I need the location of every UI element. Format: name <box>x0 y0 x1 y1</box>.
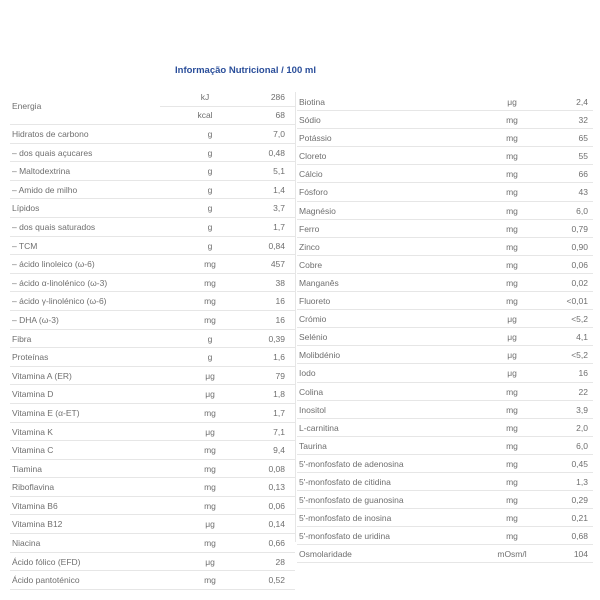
nutrient-unit: mg <box>204 482 216 493</box>
nutrient-unit: mOsm/l <box>497 549 527 560</box>
nutrient-name: 5'-monfosfato de guanosina <box>299 495 404 506</box>
nutrient-unit: g <box>207 184 213 195</box>
nutrient-unit: μg <box>507 314 517 325</box>
nutrient-name: 5'-monfosfato de inosina <box>299 513 392 524</box>
nutrient-value: 65 <box>578 133 588 144</box>
nutrient-unit: mg <box>506 133 518 144</box>
nutrient-name: – DHA (ω-3) <box>12 314 59 325</box>
nutrient-value: 6,0 <box>576 440 588 451</box>
nutrient-name: – dos quais saturados <box>12 221 96 232</box>
table-row <box>297 455 593 473</box>
nutrient-name: Riboflavina <box>12 482 55 493</box>
nutrient-unit: mg <box>204 296 216 307</box>
nutrient-unit: mg <box>506 169 518 180</box>
nutrient-value: 0,48 <box>268 147 285 158</box>
table-row <box>297 527 593 545</box>
nutrient-unit: mg <box>506 386 518 397</box>
table-row <box>297 401 593 419</box>
nutrition-table-left <box>10 88 295 590</box>
table-row <box>10 497 295 516</box>
nutrient-name: Vitamina D <box>12 389 54 400</box>
nutrient-value: 0,90 <box>571 241 588 252</box>
nutrient-value: 1,6 <box>273 352 285 363</box>
nutrient-value: 3,9 <box>576 404 588 415</box>
nutrient-name: Proteínas <box>12 352 49 363</box>
nutrient-name: Niacina <box>12 538 41 549</box>
nutrient-name: Ferro <box>299 223 320 234</box>
nutrient-unit: mg <box>506 404 518 415</box>
nutrient-value: 16 <box>578 368 588 379</box>
nutrient-unit: mg <box>506 151 518 162</box>
nutrient-value: 7,1 <box>273 426 285 437</box>
nutrient-value: 1,7 <box>273 407 285 418</box>
nutrient-name: Hidratos de carbono <box>12 129 89 139</box>
nutrient-unit: mg <box>506 422 518 433</box>
nutrient-name: Inositol <box>299 404 326 415</box>
nutrient-unit: g <box>207 221 213 232</box>
nutrient-name: – ácido γ-linolénico (ω-6) <box>12 296 107 307</box>
nutrient-name: Fibra <box>12 333 32 344</box>
table-row <box>10 515 295 534</box>
nutrient-name: Cobre <box>299 259 323 270</box>
nutrient-value: 16 <box>275 296 285 307</box>
table-row <box>297 292 593 310</box>
nutrient-value: 9,4 <box>273 445 285 456</box>
nutrient-name: Potássio <box>299 133 332 144</box>
nutrient-name: Tiamina <box>12 463 42 474</box>
table-title: Informação Nutricional / 100 ml <box>175 65 316 76</box>
table-row <box>10 162 295 181</box>
nutrient-value: 0,06 <box>571 259 588 270</box>
nutrient-name: Manganês <box>299 277 339 288</box>
nutrient-value: 1,7 <box>273 221 285 232</box>
table-row <box>297 129 593 147</box>
nutrient-value: 0,29 <box>571 495 588 506</box>
table-row <box>297 509 593 527</box>
nutrient-name: Vitamina B12 <box>12 519 63 530</box>
nutrient-value: 1,3 <box>576 476 588 487</box>
nutrient-name: Vitamina C <box>12 445 54 456</box>
nutrient-name: – Maltodextrina <box>12 166 71 177</box>
nutrient-unit: g <box>207 352 213 363</box>
table-row <box>297 346 593 364</box>
table-row <box>297 364 593 382</box>
nutrient-name: – Amido de milho <box>12 184 78 195</box>
nutrient-unit: μg <box>507 350 517 361</box>
nutrient-value: 43 <box>578 187 588 198</box>
nutrient-unit: mg <box>204 445 216 456</box>
table-row <box>297 328 593 346</box>
nutrient-unit: g <box>207 333 213 344</box>
nutrient-unit: μg <box>205 389 215 400</box>
nutrient-name: Selénio <box>299 332 328 343</box>
nutrient-name: Molibdénio <box>299 350 341 361</box>
nutrient-value: 1,4 <box>273 184 285 195</box>
nutrient-value: 0,13 <box>268 482 285 493</box>
nutrient-unit: mg <box>204 463 216 474</box>
table-row <box>10 553 295 572</box>
table-row <box>297 165 593 183</box>
nutrient-value: 0,68 <box>571 531 588 542</box>
table-row <box>297 202 593 220</box>
nutrient-name: Fósforo <box>299 187 328 198</box>
nutrient-name: Vitamina A (ER) <box>12 370 72 381</box>
nutrient-name: Vitamina E (α-ET) <box>12 407 80 418</box>
nutrient-value: 457 <box>270 259 285 270</box>
nutrient-unit: μg <box>205 426 215 437</box>
nutrient-value: 0,79 <box>571 223 588 234</box>
nutrient-value: 3,7 <box>273 203 285 214</box>
nutrient-value: 79 <box>275 370 285 381</box>
nutrient-name: Osmolaridade <box>299 549 352 560</box>
table-row <box>10 181 295 200</box>
nutrient-unit: g <box>207 166 213 177</box>
table-row <box>10 441 295 460</box>
table-row <box>10 144 295 163</box>
nutrient-value: 2,0 <box>576 422 588 433</box>
nutrient-value: 2,4 <box>576 97 588 107</box>
nutrient-unit: μg <box>205 519 215 530</box>
nutrient-value: 0,66 <box>268 538 285 549</box>
table-row <box>10 274 295 293</box>
table-row <box>10 218 295 237</box>
table-row <box>10 292 295 311</box>
nutrient-value: 0,14 <box>268 519 285 530</box>
nutrient-name: Fluoreto <box>299 296 331 307</box>
nutrient-unit: kJ <box>200 92 210 102</box>
nutrient-unit: μg <box>507 368 517 379</box>
nutrient-name: Taurina <box>299 440 327 451</box>
nutrient-unit: mg <box>506 476 518 487</box>
nutrient-unit: mg <box>506 277 518 288</box>
nutrient-name: – dos quais açucares <box>12 147 93 158</box>
nutrient-name: Ácido fólico (EFD) <box>12 556 81 567</box>
nutrient-value: 5,1 <box>273 166 285 177</box>
table-row <box>297 220 593 238</box>
nutrient-unit: μg <box>205 556 215 567</box>
nutrient-name: Cloreto <box>299 151 327 162</box>
energy-sub-row <box>160 106 295 124</box>
nutrient-unit: mg <box>506 187 518 198</box>
nutrient-name: 5'-monfosfato de citidina <box>299 476 391 487</box>
nutrient-value: 55 <box>578 151 588 162</box>
nutrient-unit: mg <box>204 500 216 511</box>
nutrient-value: 32 <box>578 115 588 126</box>
table-row <box>297 491 593 509</box>
nutrient-value: 0,52 <box>268 575 285 586</box>
nutrient-value: 1,8 <box>273 389 285 400</box>
nutrient-name: L-carnitina <box>299 422 339 433</box>
nutrient-value: <5,2 <box>571 314 588 325</box>
nutrient-unit: mg <box>506 223 518 234</box>
table-row <box>297 183 593 201</box>
nutrient-name: – TCM <box>12 240 38 251</box>
table-row <box>10 199 295 218</box>
table-row <box>297 274 593 292</box>
nutrient-unit: kcal <box>197 110 213 120</box>
nutrient-name: – ácido linoleico (ω-6) <box>12 259 95 270</box>
nutrient-unit: mg <box>204 314 216 325</box>
nutrient-unit: mg <box>506 440 518 451</box>
nutrient-value: <0,01 <box>566 296 588 307</box>
nutrient-name: Magnésio <box>299 205 336 216</box>
nutrient-name: Ácido pantoténico <box>12 575 80 586</box>
table-row <box>297 437 593 455</box>
nutrient-unit: mg <box>204 277 216 288</box>
nutrient-name: Zinco <box>299 241 320 252</box>
table-row <box>10 255 295 274</box>
nutrient-value: 16 <box>275 314 285 325</box>
nutrient-unit: g <box>207 129 213 139</box>
nutrient-name: Crómio <box>299 314 327 325</box>
table-row <box>297 256 593 274</box>
table-row <box>10 460 295 479</box>
table-row <box>10 367 295 386</box>
table-row <box>10 237 295 256</box>
nutrition-table-right <box>297 93 593 563</box>
table-row <box>297 238 593 256</box>
table-row <box>10 404 295 423</box>
nutrient-name: Iodo <box>299 368 316 379</box>
nutrient-name: Cálcio <box>299 169 323 180</box>
nutrient-name: 5'-monfosfato de adenosina <box>299 458 404 469</box>
nutrient-value: 0,21 <box>571 513 588 524</box>
nutrient-value: 104 <box>573 549 588 560</box>
table-row <box>10 311 295 330</box>
table-row <box>10 330 295 349</box>
nutrient-name: Vitamina B6 <box>12 500 58 511</box>
nutrient-value: 4,1 <box>576 332 588 343</box>
nutrient-name: Vitamina K <box>12 426 53 437</box>
table-row <box>10 385 295 404</box>
nutrient-value: 0,08 <box>268 463 285 474</box>
nutrient-unit: g <box>207 240 213 251</box>
nutrient-unit: g <box>207 203 213 214</box>
table-row <box>297 383 593 401</box>
nutrient-unit: mg <box>506 458 518 469</box>
table-row <box>10 571 295 590</box>
nutrient-value: 28 <box>275 556 285 567</box>
nutrient-unit: mg <box>506 259 518 270</box>
nutrient-name: Energia <box>12 101 42 111</box>
nutrient-value: 22 <box>578 386 588 397</box>
nutrient-unit: g <box>207 147 213 158</box>
table-row-energy <box>10 88 295 125</box>
nutrient-name: 5'-monfosfato de uridina <box>299 531 390 542</box>
nutrient-name: Lípidos <box>12 203 40 214</box>
table-row <box>297 147 593 165</box>
nutrient-name: – ácido α-linolénico (ω-3) <box>12 277 108 288</box>
nutrient-name: Sódio <box>299 115 321 126</box>
nutrient-unit: mg <box>506 531 518 542</box>
nutrient-unit: μg <box>507 97 517 107</box>
nutrient-value: 0,02 <box>571 277 588 288</box>
table-row <box>297 93 593 111</box>
table-row <box>10 423 295 442</box>
nutrient-value: 68 <box>275 110 285 120</box>
nutrient-value: 0,39 <box>268 333 285 344</box>
nutrient-unit: mg <box>506 205 518 216</box>
table-row <box>297 310 593 328</box>
nutrient-unit: mg <box>204 407 216 418</box>
table-row <box>10 348 295 367</box>
nutrient-value: 0,84 <box>268 240 285 251</box>
table-row <box>10 478 295 497</box>
nutrient-value: 38 <box>275 277 285 288</box>
nutrient-unit: mg <box>506 115 518 126</box>
nutrient-unit: mg <box>506 241 518 252</box>
nutrient-unit: mg <box>506 513 518 524</box>
table-row <box>297 545 593 563</box>
energy-sub-row <box>160 88 295 107</box>
table-row <box>10 534 295 553</box>
column-divider <box>295 92 296 542</box>
nutrient-value: 0,45 <box>571 458 588 469</box>
table-row <box>10 125 295 144</box>
nutrient-unit: μg <box>507 332 517 343</box>
nutrient-value: <5,2 <box>571 350 588 361</box>
nutrient-unit: μg <box>205 370 215 381</box>
table-row <box>297 111 593 129</box>
nutrient-value: 286 <box>270 92 285 102</box>
nutrient-unit: mg <box>204 259 216 270</box>
nutrient-value: 6,0 <box>576 205 588 216</box>
nutrient-name: Biotina <box>299 97 325 107</box>
table-row <box>297 419 593 437</box>
nutrient-unit: mg <box>506 296 518 307</box>
nutrient-unit: mg <box>506 495 518 506</box>
nutrient-unit: mg <box>204 575 216 586</box>
nutrient-value: 66 <box>578 169 588 180</box>
nutrient-value: 0,06 <box>268 500 285 511</box>
table-row <box>297 473 593 491</box>
nutrient-unit: mg <box>204 538 216 549</box>
nutrient-name: Colina <box>299 386 324 397</box>
nutrient-value: 7,0 <box>273 129 285 139</box>
